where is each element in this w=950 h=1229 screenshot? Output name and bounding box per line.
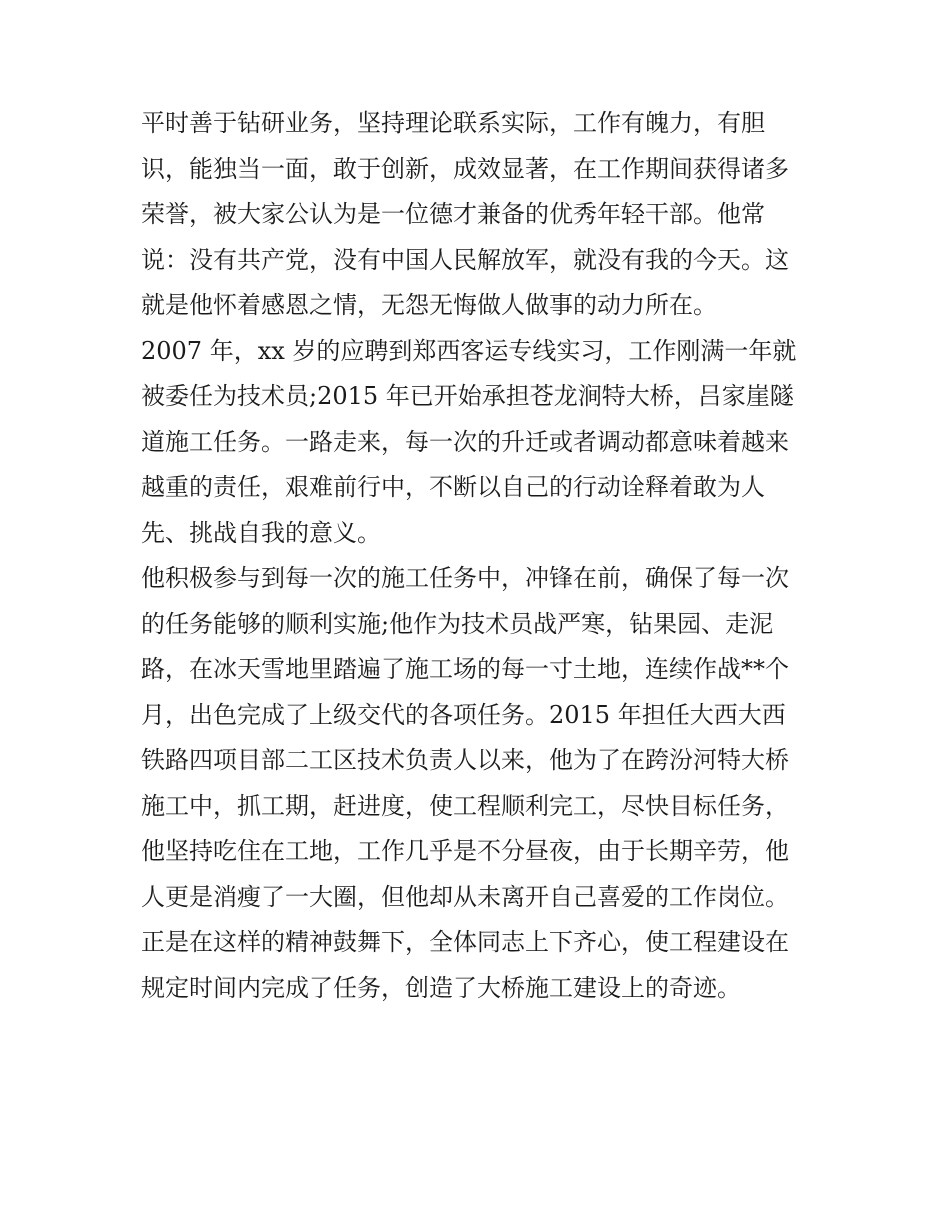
text-line: 他积极参与到每一次的施工任务中，冲锋在前，确保了每一次 [141, 564, 789, 592]
text-line: 施工中，抓工期，赶进度，使工程顺利完工，尽快目标任务， [141, 791, 789, 820]
text-line: 的任务能够的顺利实施;他作为技术员战严寒，钻果园、走泥 [141, 609, 774, 638]
text-line: 就是他怀着感恩之情，无怨无悔做人做事的动力所在。 [141, 291, 717, 319]
text-line: 识，能独当一面，敢于创新，成效显著，在工作期间获得诸多 [141, 154, 789, 183]
text-line: 月，出色完成了上级交代的各项任务。2015 年担任大西大西 [141, 700, 786, 729]
body-text [141, 101, 821, 1011]
text-line: 铁路四项目部二工区技术负责人以来，他为了在跨汾河特大桥 [141, 746, 789, 774]
text-line: 正是在这样的精神鼓舞下，全体同志上下齐心，使工程建设在 [141, 928, 789, 956]
text-line: 平时善于钻研业务，坚持理论联系实际，工作有魄力，有胆 [141, 109, 765, 137]
text-line: 越重的责任，艰难前行中，不断以自己的行动诠释着敢为人 [141, 473, 765, 501]
text-line: 路，在冰天雪地里踏遍了施工场的每一寸土地，连续作战**个 [141, 655, 789, 683]
text-line: 2007 年，xx 岁的应聘到郑西客运专线实习，工作刚满一年就 [141, 336, 797, 365]
text-line: 说：没有共产党，没有中国人民解放军，就没有我的今天。这 [141, 245, 789, 274]
text-line: 道施工任务。一路走来，每一次的升迁或者调动都意味着越来 [141, 427, 789, 456]
text-line: 被委任为技术员;2015 年已开始承担苍龙涧特大桥，吕家崖隧 [141, 382, 794, 410]
text-line: 荣誉，被大家公认为是一位德才兼备的优秀年轻干部。他常 [141, 200, 765, 228]
text-line: 人更是消瘦了一大圈，但他却从未离开自己喜爱的工作岗位。 [141, 882, 789, 911]
text-line: 规定时间内完成了任务，创造了大桥施工建设上的奇迹。 [141, 973, 741, 1002]
text-line: 他坚持吃住在工地，工作几乎是不分昼夜，由于长期辛劳，他 [141, 837, 789, 865]
text-line: 先、挑战自我的意义。 [141, 518, 381, 547]
